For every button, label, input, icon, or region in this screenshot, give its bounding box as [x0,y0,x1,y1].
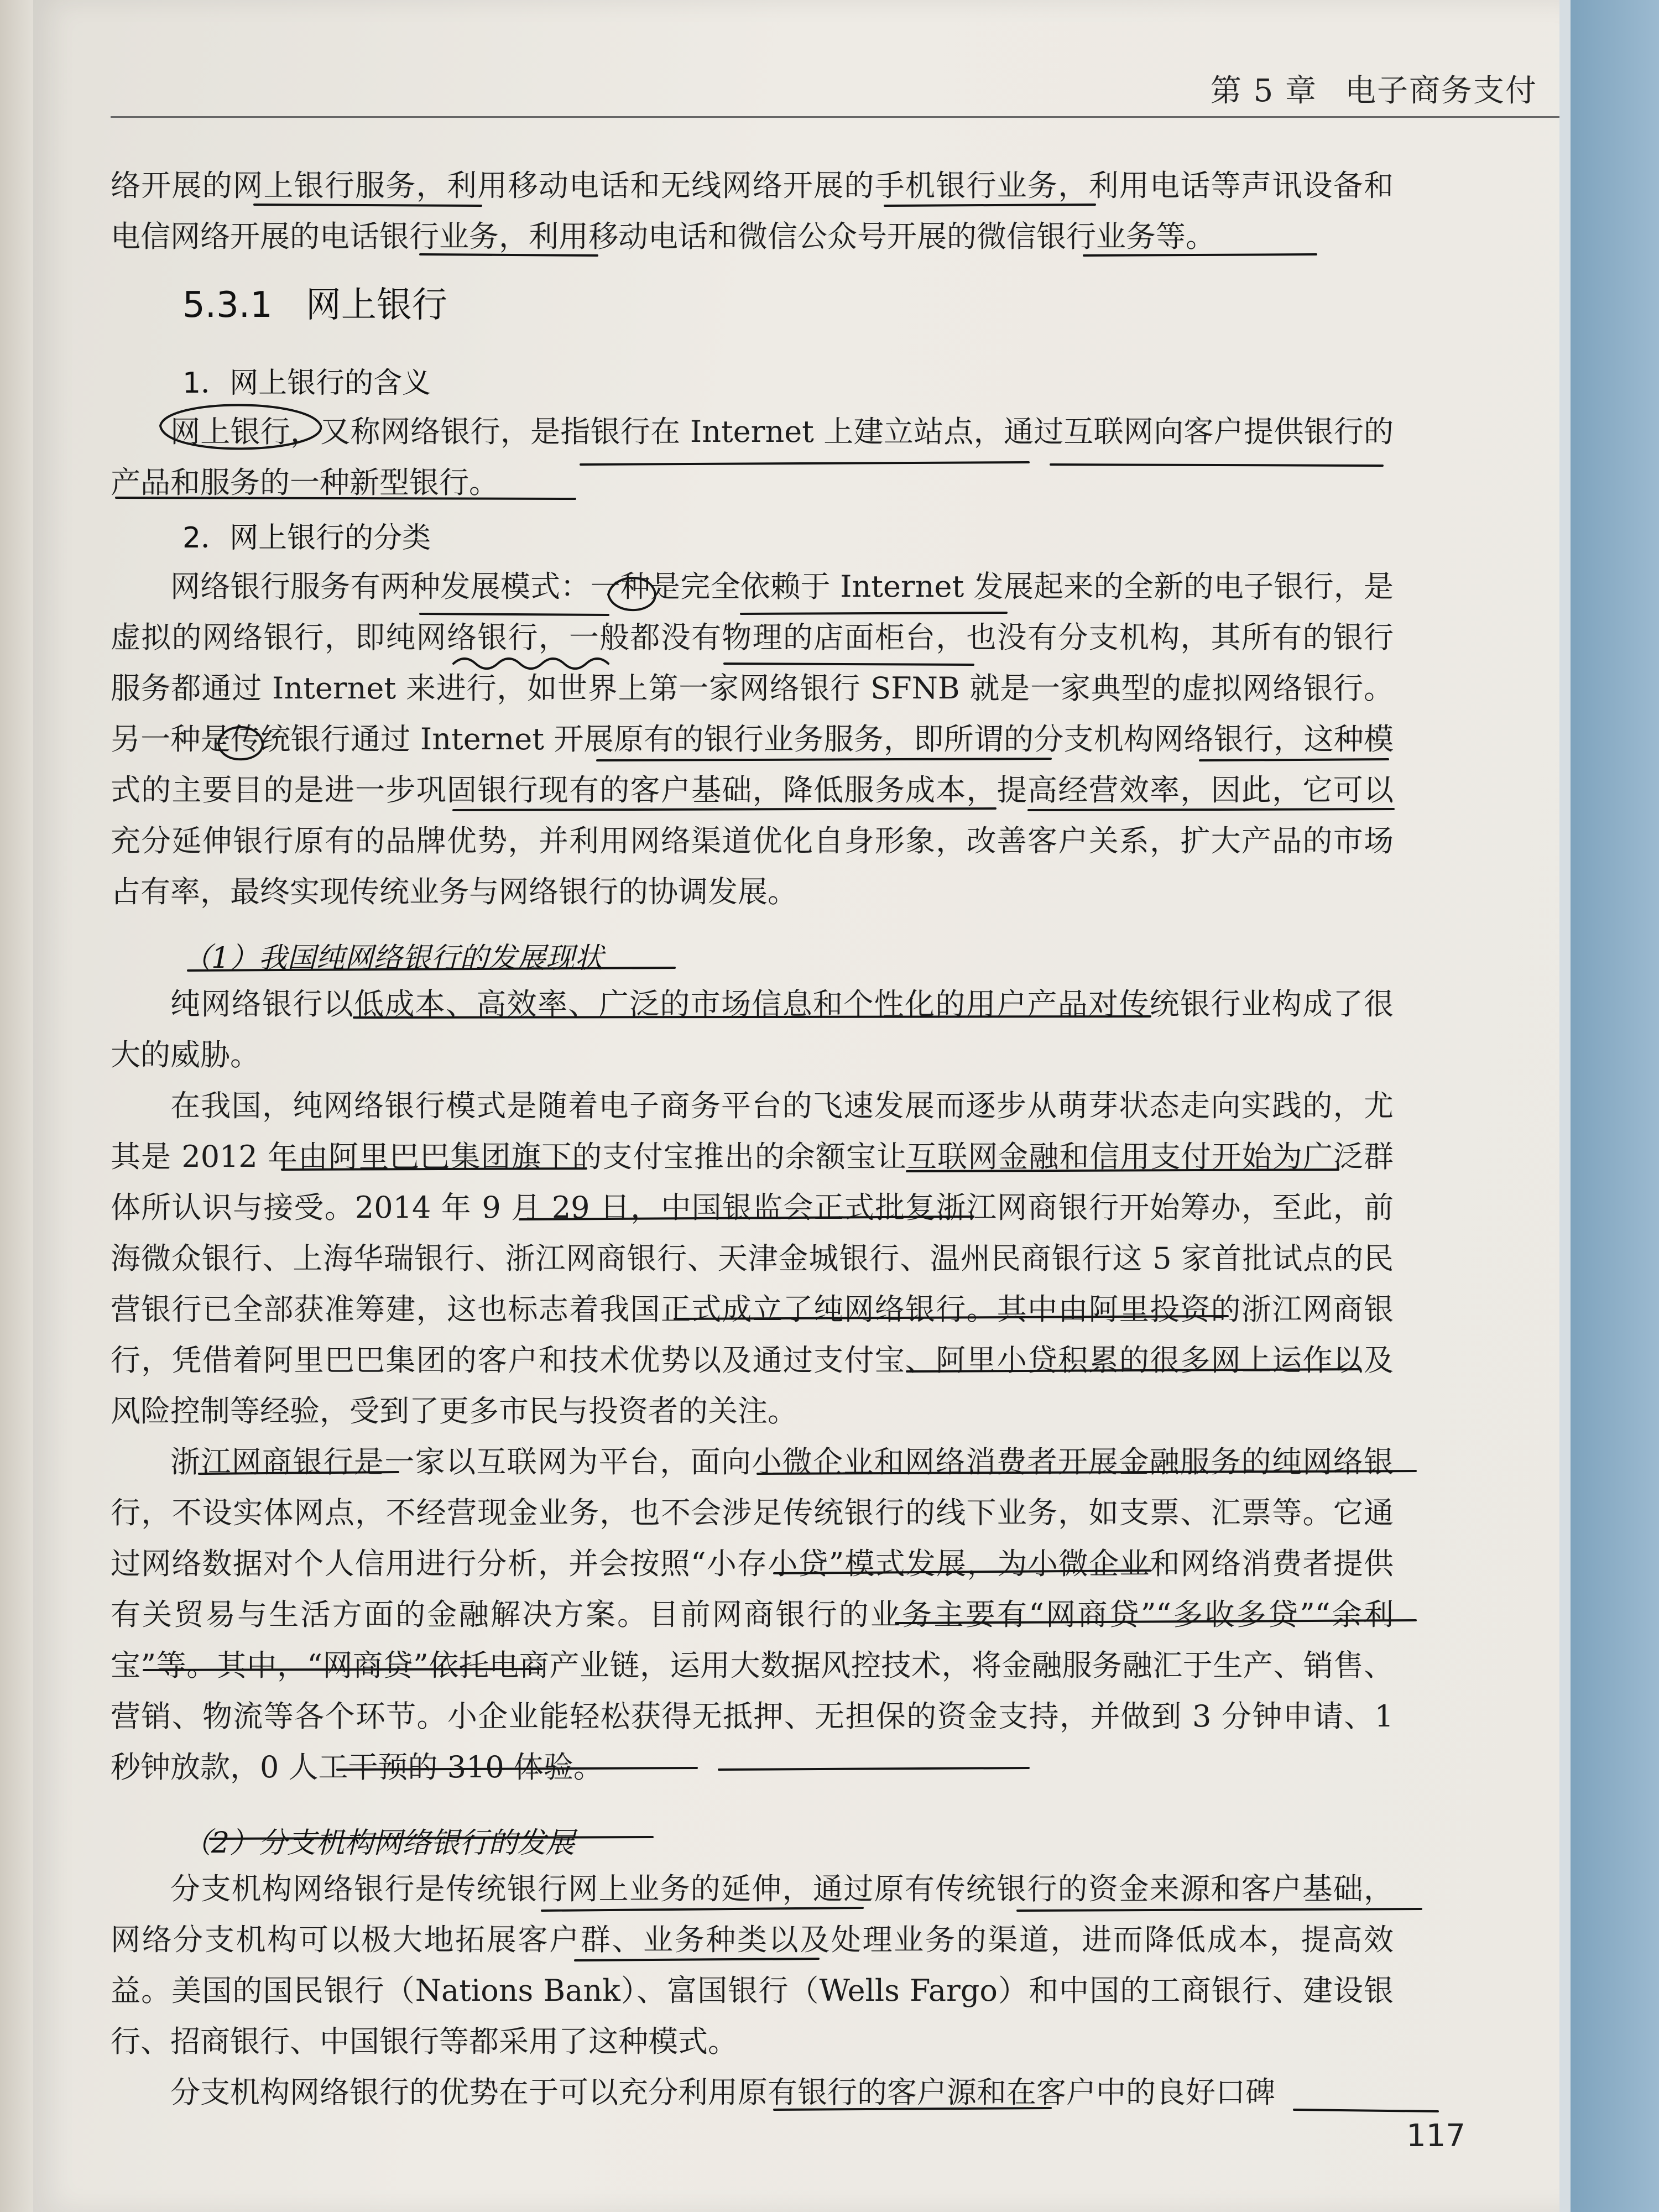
section-heading: 5.3.1 网上银行 [182,285,447,326]
header-rule [111,116,1559,118]
part-heading-1: （1）我国纯网络银行的发展现状 [182,942,604,975]
chapter-title: 电子商务支付 [1345,73,1537,109]
part-text-1: 纯网络银行以低成本、高效率、广泛的市场信息和个性化的用户产品对传统银行业构成了很大的威胁。 在我国，纯网络银行模式是随着电子商务平台的飞速发展而逐步从萌芽状态走向实践的，尤其是 2012 年由阿里巴巴集团旗下的支付宝推出的余额宝让互联网金融和信用支付开始为广泛群体所认识与接受。2014 年 9 月 29 日，中国银监会正式批复浙江网商银行开始筹办，至此，前海微众银行、上海华瑞银行、浙江网商银行、天津金城银行、温州民商银行这 5 家首批试点的民营银行已全部获准筹建，这也标志着我国正式成立了纯网络银行。其中由阿里投资的浙江网商银行，凭借着阿里巴巴集团的客户和技术优势以及通过支付宝、阿里小贷积累的很多网上运作以及风险控制等经验，受到了更多市民与投资者的关注。 浙江网商银行是一家以互联网为平台，面向小微企业和网络消费者开展金融服务的纯网络银行，不设实体网点，不经营现金业务，也不会涉足传统银行的线下业务，如支票、汇票等。它通过网络数据对个人信用进行分析，并会按照“小存小贷”模式发展，为小微企业和网络消费者提供有关贸易与生活方面的金融解决方案。目前网商银行的业务主要有“网商贷”“多收多贷”“余利宝”等。其中，“网商贷”依托电商产业链，运用大数据风控技术，将金融服务融汇于生产、销售、营销、物流等各个环节。小企业能轻松获得无抵押、无担保的资金支持，并做到 3 分钟申请、1 秒钟放款，0 人工干预的 310 体验。 [111,987,1394,1785]
intro-paragraph: 络开展的网上银行服务，利用移动电话和无线网络开展的手机银行业务，利用电话等声讯设备和电信网络开展的电话银行业务，利用移动电话和微信公众号开展的微信银行业务等。 [111,168,1394,254]
page-number: 117 [1406,2118,1465,2154]
book-cover [1571,0,1659,2212]
subsection-text-2: 网络银行服务有两种发展模式：一种是完全依赖于 Internet 发展起来的全新的电子银行，是虚拟的网络银行，即纯网络银行，一般都没有物理的店面柜台，也没有分支机构，其所有的银行服务都通过 Internet 来进行，如世界上第一家网络银行 SFNB 就是一家典型的虚拟网络银行。另一种是传统银行通过 Internet 开展原有的银行业务服务，即所谓的分支机构网络银行，这种模式的主要目的是进一步巩固银行现有的客户基础，降低服务成本，提高经营效率，因此，它可以充分延伸银行原有的品牌优势，并利用网络渠道优化自身形象，改善客户关系，扩大产品的市场占有率，最终实现传统业务与网络银行的协调发展。 [111,569,1394,909]
page-edge [1559,0,1571,2212]
chapter-number: 第 5 章 [1210,73,1317,109]
part-text-2: 分支机构网络银行是传统银行网上业务的延伸，通过原有传统银行的资金来源和客户基础，网络分支机构可以极大地拓展客户群、业务种类以及处理业务的渠道，进而降低成本，提高效益。美国的国民银行（Nations Bank）、富国银行（Wells Fargo）和中国的工商银行、建设银行、招商银行、中国银行等都采用了这种模式。 分支机构网络银行的优势在于可以充分利用原有银行的客户源和在客户中的良好口碑 [111,1871,1394,2110]
subsection-heading-2: 2．网上银行的分类 [182,521,431,555]
subsection-text-1: 网上银行，又称网络银行，是指银行在 Internet 上建立站点，通过互联网向客户提供银行的产品和服务的一种新型银行。 [111,414,1394,500]
running-header [1211,66,1537,111]
part-heading-2: （2）分支机构网络银行的发展 [182,1827,575,1860]
subsection-heading-1: 1．网上银行的含义 [182,367,431,400]
